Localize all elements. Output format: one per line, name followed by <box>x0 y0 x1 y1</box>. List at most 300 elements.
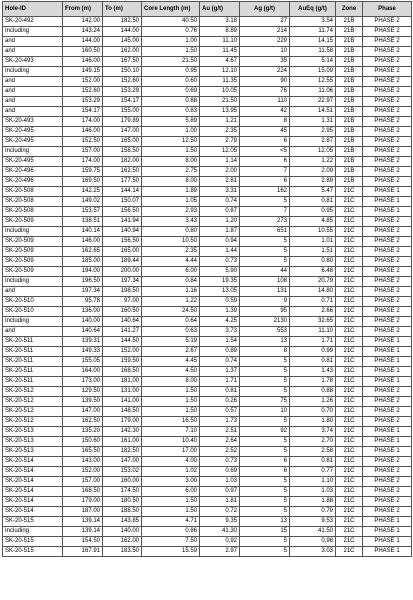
table-row <box>3 227 412 237</box>
cell-zone: 21C <box>336 417 363 427</box>
cell-to: 142.30 <box>103 427 142 437</box>
cell-au: 12.05 <box>200 147 240 157</box>
cell-to: 200.00 <box>103 267 142 277</box>
table-row <box>3 97 412 107</box>
cell-from: 142.00 <box>63 17 103 27</box>
cell-hole-id: SK-20-512 <box>3 387 63 397</box>
table-row <box>3 107 412 117</box>
cell-hole-id: SK-20-512 <box>3 397 63 407</box>
cell-phase: PHASE 2 <box>363 177 412 187</box>
cell-hole-id: SK-20-511 <box>3 357 63 367</box>
cell-phase: PHASE 2 <box>363 417 412 427</box>
cell-to: 141.27 <box>103 327 142 337</box>
cell-phase: PHASE 1 <box>363 197 412 207</box>
cell-phase: PHASE 2 <box>363 77 412 87</box>
cell-from: 152.60 <box>63 87 103 97</box>
cell-au: 13.95 <box>200 107 240 117</box>
cell-hole-id: Including <box>3 27 63 37</box>
cell-core-length: 8.00 <box>142 157 200 167</box>
cell-hole-id: SK-20-514 <box>3 497 63 507</box>
cell-au: 3.73 <box>200 327 240 337</box>
cell-core-length: 0.69 <box>142 87 200 97</box>
cell-phase: PHASE 2 <box>363 247 412 257</box>
cell-core-length: 1.50 <box>142 407 200 417</box>
cell-phase: PHASE 2 <box>363 277 412 287</box>
cell-hole-id: Including <box>3 317 63 327</box>
cell-to: 198.50 <box>103 287 142 297</box>
cell-ag: 6 <box>240 157 290 167</box>
cell-aueq: 0.81 <box>290 457 336 467</box>
cell-au: 21.50 <box>200 97 240 107</box>
table-row <box>3 267 412 277</box>
cell-core-length: 15.59 <box>142 547 200 557</box>
table-row <box>3 517 412 527</box>
table-row <box>3 467 412 477</box>
cell-hole-id: and <box>3 77 63 87</box>
cell-core-length: 0.83 <box>142 107 200 117</box>
cell-phase: PHASE 2 <box>363 327 412 337</box>
table-row <box>3 77 412 87</box>
cell-zone: 21C <box>336 527 363 537</box>
cell-core-length: 6.00 <box>142 267 200 277</box>
table-row <box>3 167 412 177</box>
table-row <box>3 417 412 427</box>
cell-phase: PHASE 2 <box>363 267 412 277</box>
cell-zone: 21C <box>336 537 363 547</box>
cell-au: 13.05 <box>200 287 240 297</box>
cell-zone: 21C <box>336 487 363 497</box>
cell-from: 144.00 <box>63 37 103 47</box>
table-row <box>3 457 412 467</box>
cell-hole-id: SK-20-509 <box>3 217 63 227</box>
cell-phase: PHASE 2 <box>363 167 412 177</box>
cell-zone: 21C <box>336 327 363 337</box>
cell-aueq: 1.26 <box>290 397 336 407</box>
cell-ag: 8 <box>240 117 290 127</box>
cell-au: 2.79 <box>200 137 240 147</box>
cell-ag: 5 <box>240 537 290 547</box>
cell-ag: 5 <box>240 197 290 207</box>
cell-from: 154.50 <box>63 537 103 547</box>
cell-zone: 21C <box>336 337 363 347</box>
cell-to: 181.00 <box>103 377 142 387</box>
cell-core-length: 6.00 <box>142 487 200 497</box>
cell-aueq: 15.09 <box>290 67 336 77</box>
cell-aueq: 2.87 <box>290 137 336 147</box>
cell-hole-id: SK-20-509 <box>3 267 63 277</box>
cell-core-length: 5.19 <box>142 337 200 347</box>
cell-aueq: 1.78 <box>290 377 336 387</box>
cell-ag: 7 <box>240 167 290 177</box>
cell-au: 3.18 <box>200 17 240 27</box>
cell-au: 9.35 <box>200 517 240 527</box>
cell-hole-id: SK-20-515 <box>3 537 63 547</box>
cell-hole-id: and <box>3 327 63 337</box>
cell-core-length: 12.50 <box>142 137 200 147</box>
cell-core-length: 16.50 <box>142 417 200 427</box>
cell-zone: 21B <box>336 137 363 147</box>
cell-zone: 21B <box>336 117 363 127</box>
cell-zone: 21B <box>336 47 363 57</box>
cell-hole-id: SK-20-513 <box>3 437 63 447</box>
cell-phase: PHASE 2 <box>363 387 412 397</box>
cell-au: 0.59 <box>200 297 240 307</box>
table-row <box>3 197 412 207</box>
cell-aueq: 1.10 <box>290 477 336 487</box>
table-row <box>3 147 412 157</box>
cell-from: 146.00 <box>63 237 103 247</box>
cell-from: 129.50 <box>63 387 103 397</box>
table-row <box>3 247 412 257</box>
cell-au: 0.73 <box>200 457 240 467</box>
table-row <box>3 177 412 187</box>
cell-zone: 21B <box>336 67 363 77</box>
cell-phase: PHASE 1 <box>363 427 412 437</box>
cell-aueq: 32.65 <box>290 317 336 327</box>
cell-to: 147.00 <box>103 127 142 137</box>
cell-aueq: 3.74 <box>290 427 336 437</box>
cell-from: 159.75 <box>63 167 103 177</box>
cell-from: 139.50 <box>63 397 103 407</box>
cell-core-length: 1.50 <box>142 497 200 507</box>
cell-to: 97.00 <box>103 297 142 307</box>
cell-phase: PHASE 2 <box>363 37 412 47</box>
cell-from: 187.00 <box>63 507 103 517</box>
cell-ag: <5 <box>240 147 290 157</box>
cell-ag: 273 <box>240 217 290 227</box>
table-row <box>3 187 412 197</box>
cell-ag: 5 <box>240 507 290 517</box>
cell-ag: 5 <box>240 237 290 247</box>
table-row <box>3 387 412 397</box>
cell-from: 169.50 <box>63 177 103 187</box>
cell-from: 162.65 <box>63 247 103 257</box>
cell-au: 2.81 <box>200 177 240 187</box>
cell-from: 147.00 <box>63 407 103 417</box>
cell-hole-id: Including <box>3 227 63 237</box>
cell-hole-id: SK-20-493 <box>3 117 63 127</box>
cell-from: 196.50 <box>63 277 103 287</box>
cell-core-length: 3.00 <box>142 477 200 487</box>
cell-aueq: 1.22 <box>290 157 336 167</box>
cell-ag: 5 <box>240 447 290 457</box>
cell-to: 168.50 <box>103 367 142 377</box>
cell-zone: 21C <box>336 217 363 227</box>
cell-core-length: 4.50 <box>142 367 200 377</box>
cell-phase: PHASE 2 <box>363 487 412 497</box>
cell-to: 152.00 <box>103 347 142 357</box>
cell-zone: 21C <box>336 287 363 297</box>
cell-from: 140.14 <box>63 227 103 237</box>
cell-ag: 15 <box>240 527 290 537</box>
cell-from: 143.00 <box>63 457 103 467</box>
cell-au: 1.37 <box>200 367 240 377</box>
cell-core-length: 1.05 <box>142 197 200 207</box>
cell-au: 0.74 <box>200 197 240 207</box>
table-row <box>3 317 412 327</box>
cell-au: 0.69 <box>200 467 240 477</box>
cell-core-length: 1.16 <box>142 287 200 297</box>
cell-au: 2.00 <box>200 167 240 177</box>
cell-au: 0.87 <box>200 207 240 217</box>
header-zone: Zone <box>336 2 363 17</box>
cell-core-length: 0.86 <box>142 527 200 537</box>
cell-phase: PHASE 2 <box>363 97 412 107</box>
cell-aueq: 14.51 <box>290 107 336 117</box>
table-row <box>3 477 412 487</box>
table-row <box>3 487 412 497</box>
cell-phase: PHASE 2 <box>363 317 412 327</box>
cell-aueq: 3.03 <box>290 547 336 557</box>
cell-core-length: 1.50 <box>142 397 200 407</box>
cell-zone: 21C <box>336 207 363 217</box>
cell-zone: 21C <box>336 397 363 407</box>
table-row <box>3 367 412 377</box>
cell-phase: PHASE 2 <box>363 17 412 27</box>
cell-from: 194.00 <box>63 267 103 277</box>
cell-aueq: 0.88 <box>290 387 336 397</box>
cell-phase: PHASE 1 <box>363 377 412 387</box>
cell-from: 157.00 <box>63 147 103 157</box>
cell-hole-id: SK-20-514 <box>3 477 63 487</box>
cell-phase: PHASE 1 <box>363 367 412 377</box>
cell-phase: PHASE 1 <box>363 537 412 547</box>
cell-phase: PHASE 1 <box>363 437 412 447</box>
cell-hole-id: SK-20-515 <box>3 517 63 527</box>
cell-core-length: 2.67 <box>142 347 200 357</box>
cell-to: 161.00 <box>103 437 142 447</box>
cell-hole-id: SK-20-508 <box>3 187 63 197</box>
cell-aueq: 14.15 <box>290 37 336 47</box>
cell-from: 138.51 <box>63 217 103 227</box>
cell-ag: 7 <box>240 207 290 217</box>
cell-au: 2.97 <box>200 547 240 557</box>
cell-phase: PHASE 2 <box>363 397 412 407</box>
cell-hole-id: SK-20-495 <box>3 137 63 147</box>
cell-core-length: 24.50 <box>142 307 200 317</box>
cell-ag: 8 <box>240 347 290 357</box>
cell-aueq: 10.55 <box>290 227 336 237</box>
cell-ag: 44 <box>240 267 290 277</box>
cell-ag: 6 <box>240 137 290 147</box>
cell-phase: PHASE 1 <box>363 517 412 527</box>
cell-hole-id: and <box>3 107 63 117</box>
table-row <box>3 297 412 307</box>
table-row <box>3 507 412 517</box>
cell-au: 12.10 <box>200 67 240 77</box>
cell-core-length: 8.00 <box>142 377 200 387</box>
cell-ag: 110 <box>240 97 290 107</box>
table-header-row <box>3 2 412 17</box>
cell-from: 154.17 <box>63 107 103 117</box>
cell-to: 152.60 <box>103 77 142 87</box>
cell-aueq: 2.66 <box>290 307 336 317</box>
table-body <box>3 17 412 557</box>
cell-zone: 21C <box>336 257 363 267</box>
table-row <box>3 527 412 537</box>
table-row <box>3 327 412 337</box>
cell-to: 182.00 <box>103 157 142 167</box>
cell-au: 1.20 <box>200 217 240 227</box>
cell-to: 159.50 <box>103 357 142 367</box>
cell-au: 0.26 <box>200 397 240 407</box>
table-row <box>3 217 412 227</box>
cell-to: 189.44 <box>103 257 142 267</box>
cell-from: 152.00 <box>63 77 103 87</box>
cell-to: 179.00 <box>103 417 142 427</box>
cell-zone: 21C <box>336 187 363 197</box>
cell-zone: 21C <box>336 497 363 507</box>
cell-to: 140.64 <box>103 317 142 327</box>
cell-au: 0.57 <box>200 407 240 417</box>
table-row <box>3 127 412 137</box>
cell-zone: 21B <box>336 127 363 137</box>
cell-hole-id: SK-20-510 <box>3 297 63 307</box>
cell-hole-id: SK-20-509 <box>3 237 63 247</box>
cell-to: 150.10 <box>103 67 142 77</box>
cell-to: 177.50 <box>103 177 142 187</box>
cell-zone: 21C <box>336 407 363 417</box>
cell-hole-id: SK-20-512 <box>3 417 63 427</box>
header-au: Au (g/t) <box>200 2 240 17</box>
cell-hole-id: SK-20-508 <box>3 207 63 217</box>
table-row <box>3 357 412 367</box>
cell-hole-id: SK-20-508 <box>3 197 63 207</box>
cell-hole-id: SK-20-496 <box>3 177 63 187</box>
cell-hole-id: Including <box>3 277 63 287</box>
cell-ag: 5 <box>240 417 290 427</box>
cell-to: 182.50 <box>103 447 142 457</box>
cell-aueq: 41.50 <box>290 527 336 537</box>
table-row <box>3 57 412 67</box>
cell-au: 41.30 <box>200 527 240 537</box>
cell-aueq: 1.51 <box>290 247 336 257</box>
cell-aueq: 1.01 <box>290 237 336 247</box>
cell-zone: 21C <box>336 517 363 527</box>
cell-ag: 10 <box>240 407 290 417</box>
cell-au: 0.74 <box>200 357 240 367</box>
cell-phase: PHASE 2 <box>363 227 412 237</box>
cell-core-length: 1.22 <box>142 297 200 307</box>
cell-phase: PHASE 2 <box>363 477 412 487</box>
cell-ag: 42 <box>240 107 290 117</box>
cell-core-length: 0.76 <box>142 27 200 37</box>
cell-core-length: 10.50 <box>142 237 200 247</box>
cell-phase: PHASE 2 <box>363 87 412 97</box>
cell-au: 11.10 <box>200 37 240 47</box>
cell-to: 141.94 <box>103 217 142 227</box>
cell-from: 149.33 <box>63 347 103 357</box>
cell-from: 179.00 <box>63 497 103 507</box>
cell-hole-id: SK-20-514 <box>3 507 63 517</box>
cell-from: 135.20 <box>63 427 103 437</box>
table-row <box>3 427 412 437</box>
cell-core-length: 2.35 <box>142 247 200 257</box>
cell-core-length: 1.00 <box>142 127 200 137</box>
cell-from: 168.50 <box>63 487 103 497</box>
cell-aueq: 20.79 <box>290 277 336 287</box>
cell-to: 145.00 <box>103 37 142 47</box>
cell-from: 136.00 <box>63 307 103 317</box>
cell-phase: PHASE 1 <box>363 447 412 457</box>
cell-core-length: 0.88 <box>142 97 200 107</box>
cell-from: 142.25 <box>63 187 103 197</box>
cell-phase: PHASE 2 <box>363 57 412 67</box>
cell-aueq: 5.14 <box>290 57 336 67</box>
cell-to: 153.29 <box>103 87 142 97</box>
cell-ag: 35 <box>240 57 290 67</box>
header-phase: Phase <box>363 2 412 17</box>
cell-to: 156.50 <box>103 237 142 247</box>
cell-from: 157.00 <box>63 477 103 487</box>
cell-to: 180.50 <box>103 497 142 507</box>
cell-phase: PHASE 2 <box>363 127 412 137</box>
cell-zone: 21B <box>336 107 363 117</box>
cell-core-length: 0.84 <box>142 277 200 287</box>
cell-core-length: 0.64 <box>142 317 200 327</box>
cell-aueq: 0.98 <box>290 537 336 547</box>
cell-from: 185.00 <box>63 257 103 267</box>
table-row <box>3 277 412 287</box>
cell-core-length: 1.89 <box>142 187 200 197</box>
cell-to: 197.34 <box>103 277 142 287</box>
cell-to: 140.00 <box>103 527 142 537</box>
cell-aueq: 6.48 <box>290 267 336 277</box>
cell-zone: 21C <box>336 367 363 377</box>
table-row <box>3 37 412 47</box>
cell-from: 152.50 <box>63 137 103 147</box>
cell-ag: 553 <box>240 327 290 337</box>
cell-to: 162.50 <box>103 167 142 177</box>
cell-ag: 5 <box>240 247 290 257</box>
cell-to: 140.94 <box>103 227 142 237</box>
cell-hole-id: SK-20-512 <box>3 407 63 417</box>
cell-from: 146.00 <box>63 127 103 137</box>
cell-zone: 21C <box>336 377 363 387</box>
table-row <box>3 27 412 37</box>
cell-zone: 21C <box>336 317 363 327</box>
cell-hole-id: SK-20-511 <box>3 347 63 357</box>
cell-au: 1.54 <box>200 337 240 347</box>
cell-au: 0.81 <box>200 387 240 397</box>
cell-hole-id: and <box>3 97 63 107</box>
cell-to: 183.50 <box>103 547 142 557</box>
cell-aueq: 0.81 <box>290 197 336 207</box>
table-row <box>3 537 412 547</box>
cell-to: 144.00 <box>103 27 142 37</box>
header-hole-id: Hole-ID <box>3 2 63 17</box>
cell-zone: 21C <box>336 247 363 257</box>
cell-hole-id: Including <box>3 67 63 77</box>
cell-aueq: 1.71 <box>290 337 336 347</box>
cell-from: 155.05 <box>63 357 103 367</box>
cell-to: 144.50 <box>103 337 142 347</box>
cell-to: 158.50 <box>103 147 142 157</box>
cell-ag: 5 <box>240 387 290 397</box>
cell-from: 140.00 <box>63 317 103 327</box>
cell-phase: PHASE 1 <box>363 207 412 217</box>
cell-aueq: 0.70 <box>290 407 336 417</box>
cell-hole-id: SK-20-515 <box>3 547 63 557</box>
cell-zone: 21C <box>336 387 363 397</box>
cell-zone: 21C <box>336 227 363 237</box>
cell-aueq: 12.05 <box>290 147 336 157</box>
cell-aueq: 0.95 <box>290 207 336 217</box>
cell-zone: 21C <box>336 467 363 477</box>
cell-ag: 92 <box>240 427 290 437</box>
cell-to: 162.00 <box>103 537 142 547</box>
cell-phase: PHASE 2 <box>363 467 412 477</box>
